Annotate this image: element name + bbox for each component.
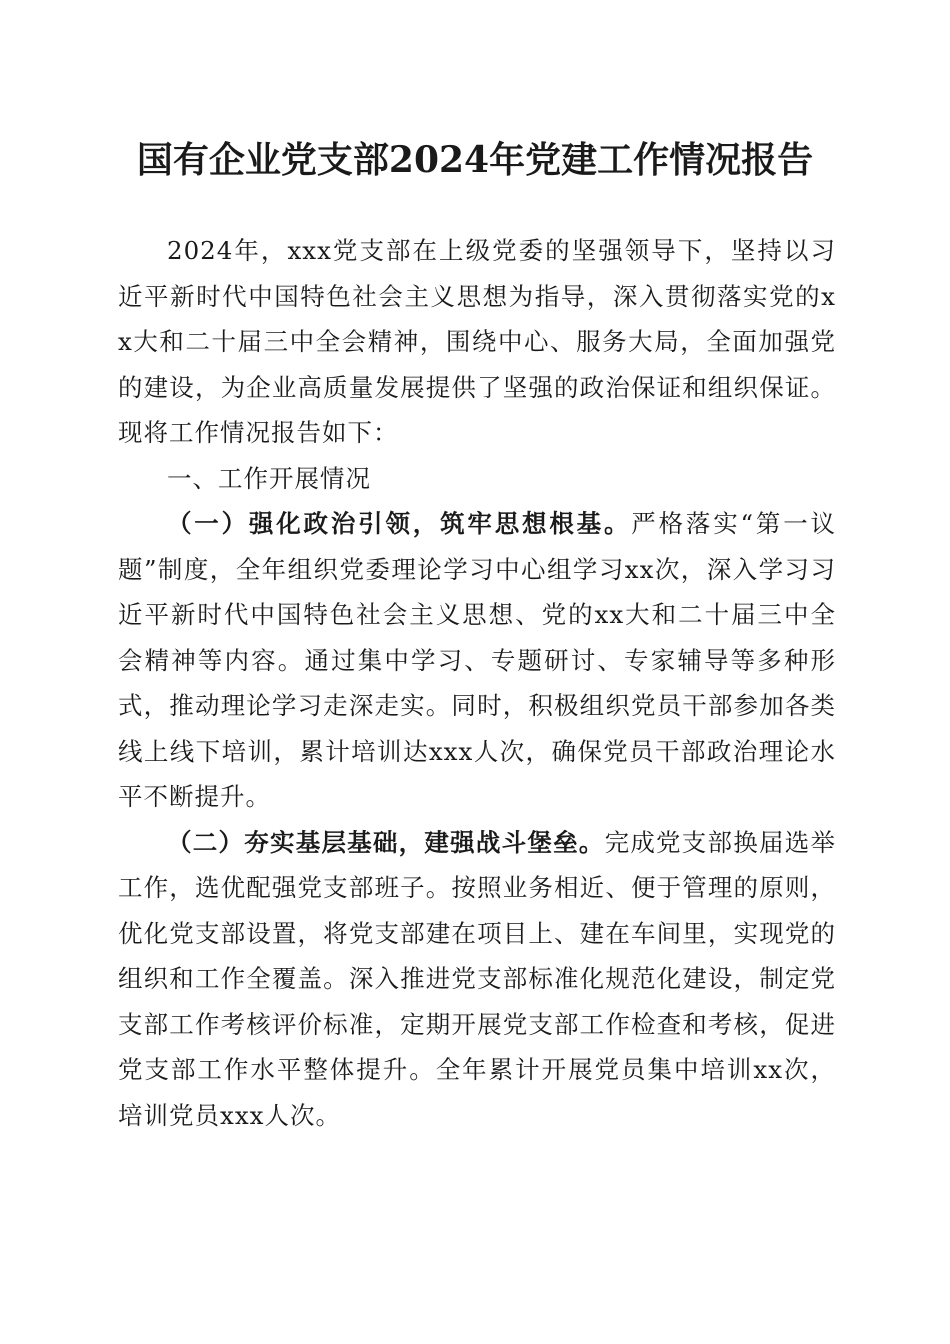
document-body — [118, 228, 836, 1138]
item-1-text: 严格落实“第一议题”制度，全年组织党委理论学习中心组学习xx次，深入学习习近平新时代中国特色社会主义思想、党的xx大和二十届三中全会精神等内容。通过集中学习、专题研讨、专家辅导等多种形式，推动理论学习走深走实。同时，积极组织党员干部参加各类线上线下培训，累计培训达xxx人次，确保党员干部政治理论水平不断提升。 — [118, 509, 836, 811]
intro-paragraph: 2024年，xxx党支部在上级党委的坚强领导下，坚持以习近平新时代中国特色社会主义思想为指导，深入贯彻落实党的xx大和二十届三中全会精神，围绕中心、服务大局，全面加强党的建设，为企业高质量发展提供了坚强的政治保证和组织保证。现将工作情况报告如下： — [118, 236, 836, 447]
item-2-lead: （二）夯实基层基础，建强战斗堡垒。 — [167, 827, 605, 857]
item-1-lead: （一）强化政治引领，筑牢思想根基。 — [167, 509, 632, 538]
document-title: 国有企业党支部2024年党建工作情况报告 — [136, 139, 814, 181]
section-heading: 一、工作开展情况 — [167, 463, 371, 493]
item-1-paragraph — [118, 501, 836, 820]
item-2-paragraph — [118, 820, 836, 1139]
item-2-text: 完成党支部换届选举工作，选优配强党支部班子。按照业务相近、便于管理的原则，优化党支部设置，将党支部建在项目上、建在车间里，实现党的组织和工作全覆盖。深入推进党支部标准化规范化建设，制定党支部工作考核评价标准，定期开展党支部工作检查和考核，促进党支部工作水平整体提升。全年累计开展党员集中培训xx次，培训党员xxx人次。 — [118, 827, 836, 1130]
